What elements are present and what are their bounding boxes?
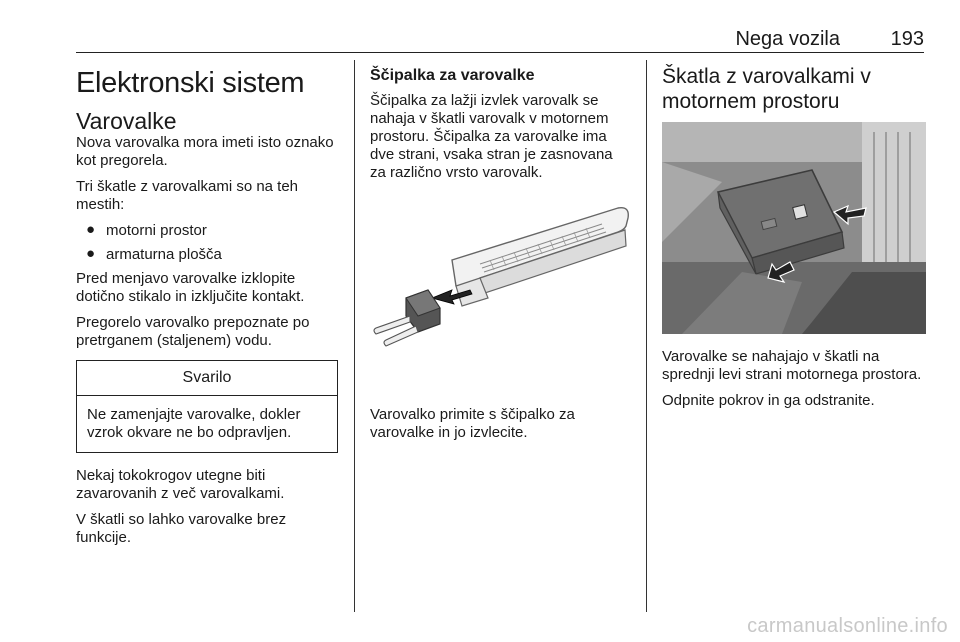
fuse-puller-illustration [370, 190, 632, 400]
section-heading: Varovalke [76, 108, 177, 134]
bullet-icon: ● [86, 221, 96, 238]
engine-fuse-box-photo [662, 122, 926, 334]
paragraph: Nova varovalka mora imeti isto oznako kot pregorela. [76, 134, 334, 169]
bullet-icon: ● [86, 245, 96, 262]
paragraph: Pred menjavo varovalke izklopite dotično stikalo in izključite kontakt. [76, 270, 305, 305]
section-heading: Škatla z varovalkami v motornem prostoru [662, 65, 871, 113]
warning-text: Ne zamenjajte varovalke, dokler vzrok okvare ne bo odpravljen. [87, 406, 301, 441]
paragraph: Varovalko primite s ščipalko za varovalke in jo izvlecite. [370, 406, 575, 441]
paragraph: Ščipalka za lažji izvlek varovalk se nahaja v škatli varovalk v motornem prostoru. Ščipalka za varovalke ima dve strani, vsaka stran je zasnovana za različno vrsto varovalk. [370, 92, 613, 181]
warning-box [76, 360, 338, 453]
location-list [76, 222, 338, 264]
page-number: 193 [890, 28, 924, 50]
column-divider [646, 60, 647, 612]
column-left [76, 60, 338, 555]
watermark: carmanualsonline.info [747, 615, 948, 637]
column-right [662, 60, 926, 418]
section-title: Nega vozila [735, 28, 840, 50]
list-item: ● motorni prostor [86, 221, 207, 239]
page-header [76, 28, 924, 53]
section-heading: Ščipalka za varovalke [370, 67, 535, 84]
column-divider [354, 60, 355, 612]
paragraph: Odpnite pokrov in ga odstranite. [662, 392, 875, 409]
blade-fuse-icon [374, 290, 440, 346]
list-item: ● armaturna plošča [86, 245, 222, 263]
paragraph: Pregorelo varovalko prepoznate po pretrganem (staljenem) vodu. [76, 314, 310, 349]
paragraph: Nekaj tokokrogov utegne biti zavarovanih z več varovalkami. [76, 467, 285, 502]
fuse-puller-icon [452, 208, 628, 306]
chapter-title: Elektronski sistem [76, 67, 305, 99]
warning-title: Svarilo [77, 361, 337, 396]
paragraph: Varovalke se nahajajo v škatli na sprednji levi strani motornega prostora. [662, 348, 922, 383]
paragraph: V škatli so lahko varovalke brez funkcije. [76, 511, 287, 546]
column-middle [370, 60, 632, 450]
paragraph: Tri škatle z varovalkami so na teh mestih: [76, 178, 299, 213]
